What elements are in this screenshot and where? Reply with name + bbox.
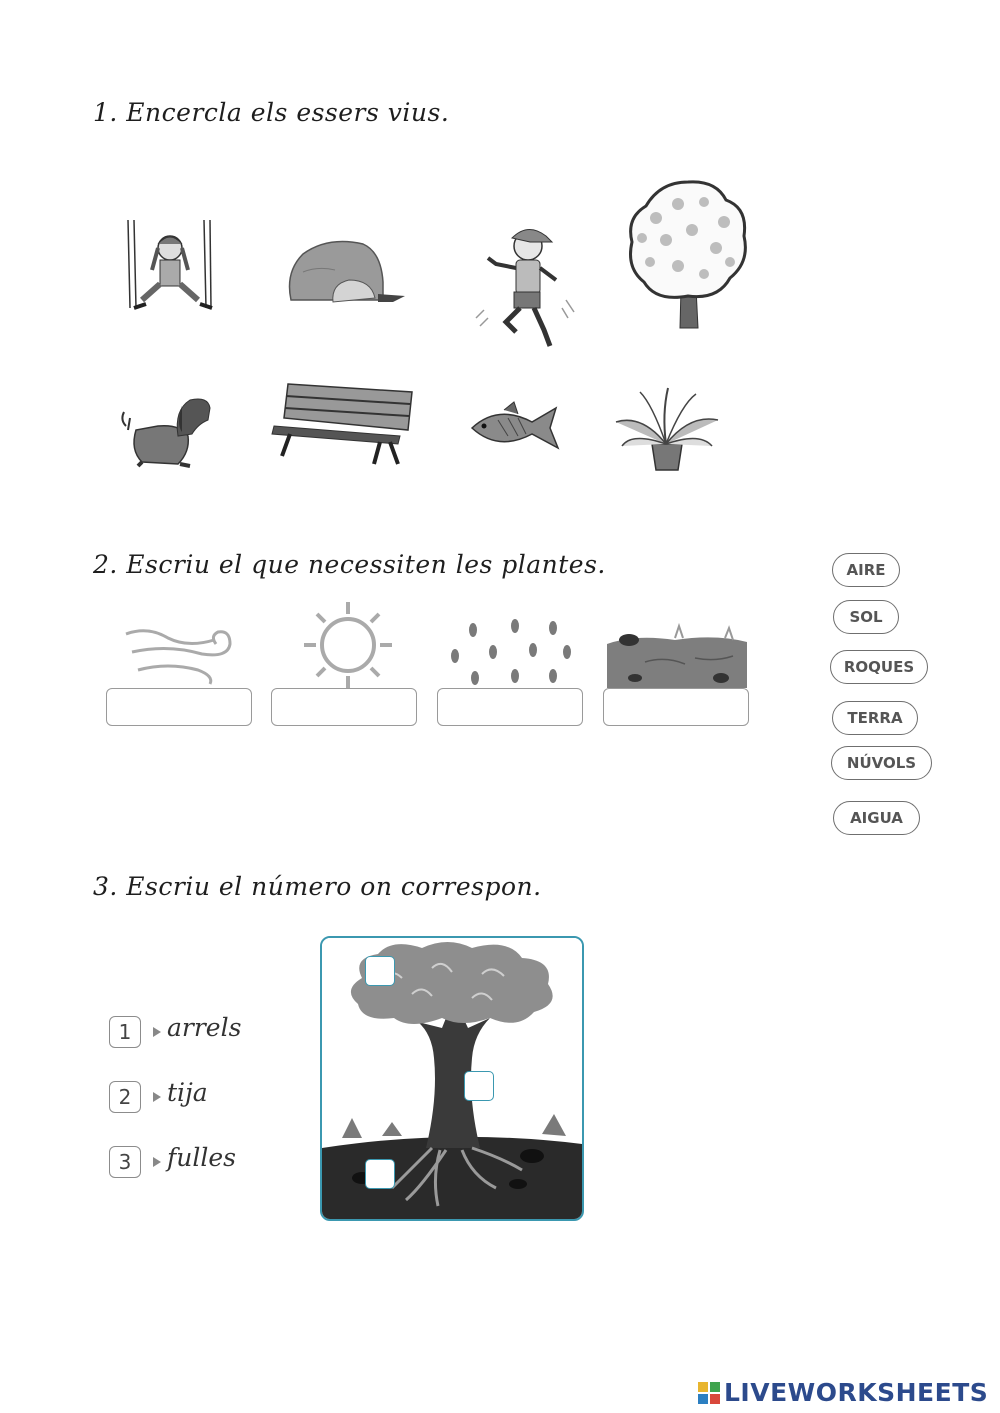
answer-box-soil[interactable]	[603, 688, 749, 726]
part-label-fulles: fulles	[167, 1143, 236, 1172]
fish-image[interactable]	[468, 400, 563, 455]
arrow-icon	[153, 1092, 161, 1102]
part-number-1: 1	[109, 1016, 141, 1048]
word-chip-aire[interactable]: AIRE	[832, 553, 900, 587]
girl-on-swing-image[interactable]	[118, 218, 218, 318]
part-label-arrels: arrels	[167, 1013, 242, 1042]
wind-image[interactable]	[118, 622, 243, 688]
dog-image[interactable]	[118, 390, 218, 470]
potted-plant-image[interactable]	[612, 384, 722, 474]
rock-image[interactable]	[283, 232, 408, 307]
rain-image[interactable]	[445, 618, 575, 688]
answer-box-wind[interactable]	[106, 688, 252, 726]
answer-slot-trunk[interactable]	[464, 1071, 494, 1101]
sun-image[interactable]	[300, 600, 395, 690]
section1-title: 1. Encercla els essers vius.	[93, 98, 450, 127]
brand-name: LIVEWORKSHEETS	[724, 1378, 989, 1407]
word-chip-aigua[interactable]: AIGUA	[833, 801, 920, 835]
running-boy-image[interactable]	[470, 218, 580, 353]
section2-title: 2. Escriu el que necessiten les plantes.	[93, 550, 606, 579]
arrow-icon	[153, 1157, 161, 1167]
answer-slot-leaves[interactable]	[365, 956, 395, 986]
word-chip-roques[interactable]: ROQUES	[830, 650, 928, 684]
arrow-icon	[153, 1027, 161, 1037]
part-number-3: 3	[109, 1146, 141, 1178]
word-chip-sol[interactable]: SOL	[833, 600, 899, 634]
word-chip-terra[interactable]: TERRA	[832, 701, 918, 735]
liveworksheets-logo-icon	[698, 1382, 720, 1404]
tree-with-roots-image	[322, 938, 582, 1220]
bench-image[interactable]	[270, 372, 420, 467]
part-label-tija: tija	[167, 1078, 208, 1107]
section3-title: 3. Escriu el número on correspon.	[93, 872, 542, 901]
answer-box-sun[interactable]	[271, 688, 417, 726]
answer-slot-roots[interactable]	[365, 1159, 395, 1189]
tree-image[interactable]	[626, 178, 751, 336]
part-number-2: 2	[109, 1081, 141, 1113]
soil-image[interactable]	[605, 622, 750, 688]
tree-diagram	[320, 936, 584, 1221]
answer-box-rain[interactable]	[437, 688, 583, 726]
word-chip-nuvols[interactable]: NÚVOLS	[831, 746, 932, 780]
